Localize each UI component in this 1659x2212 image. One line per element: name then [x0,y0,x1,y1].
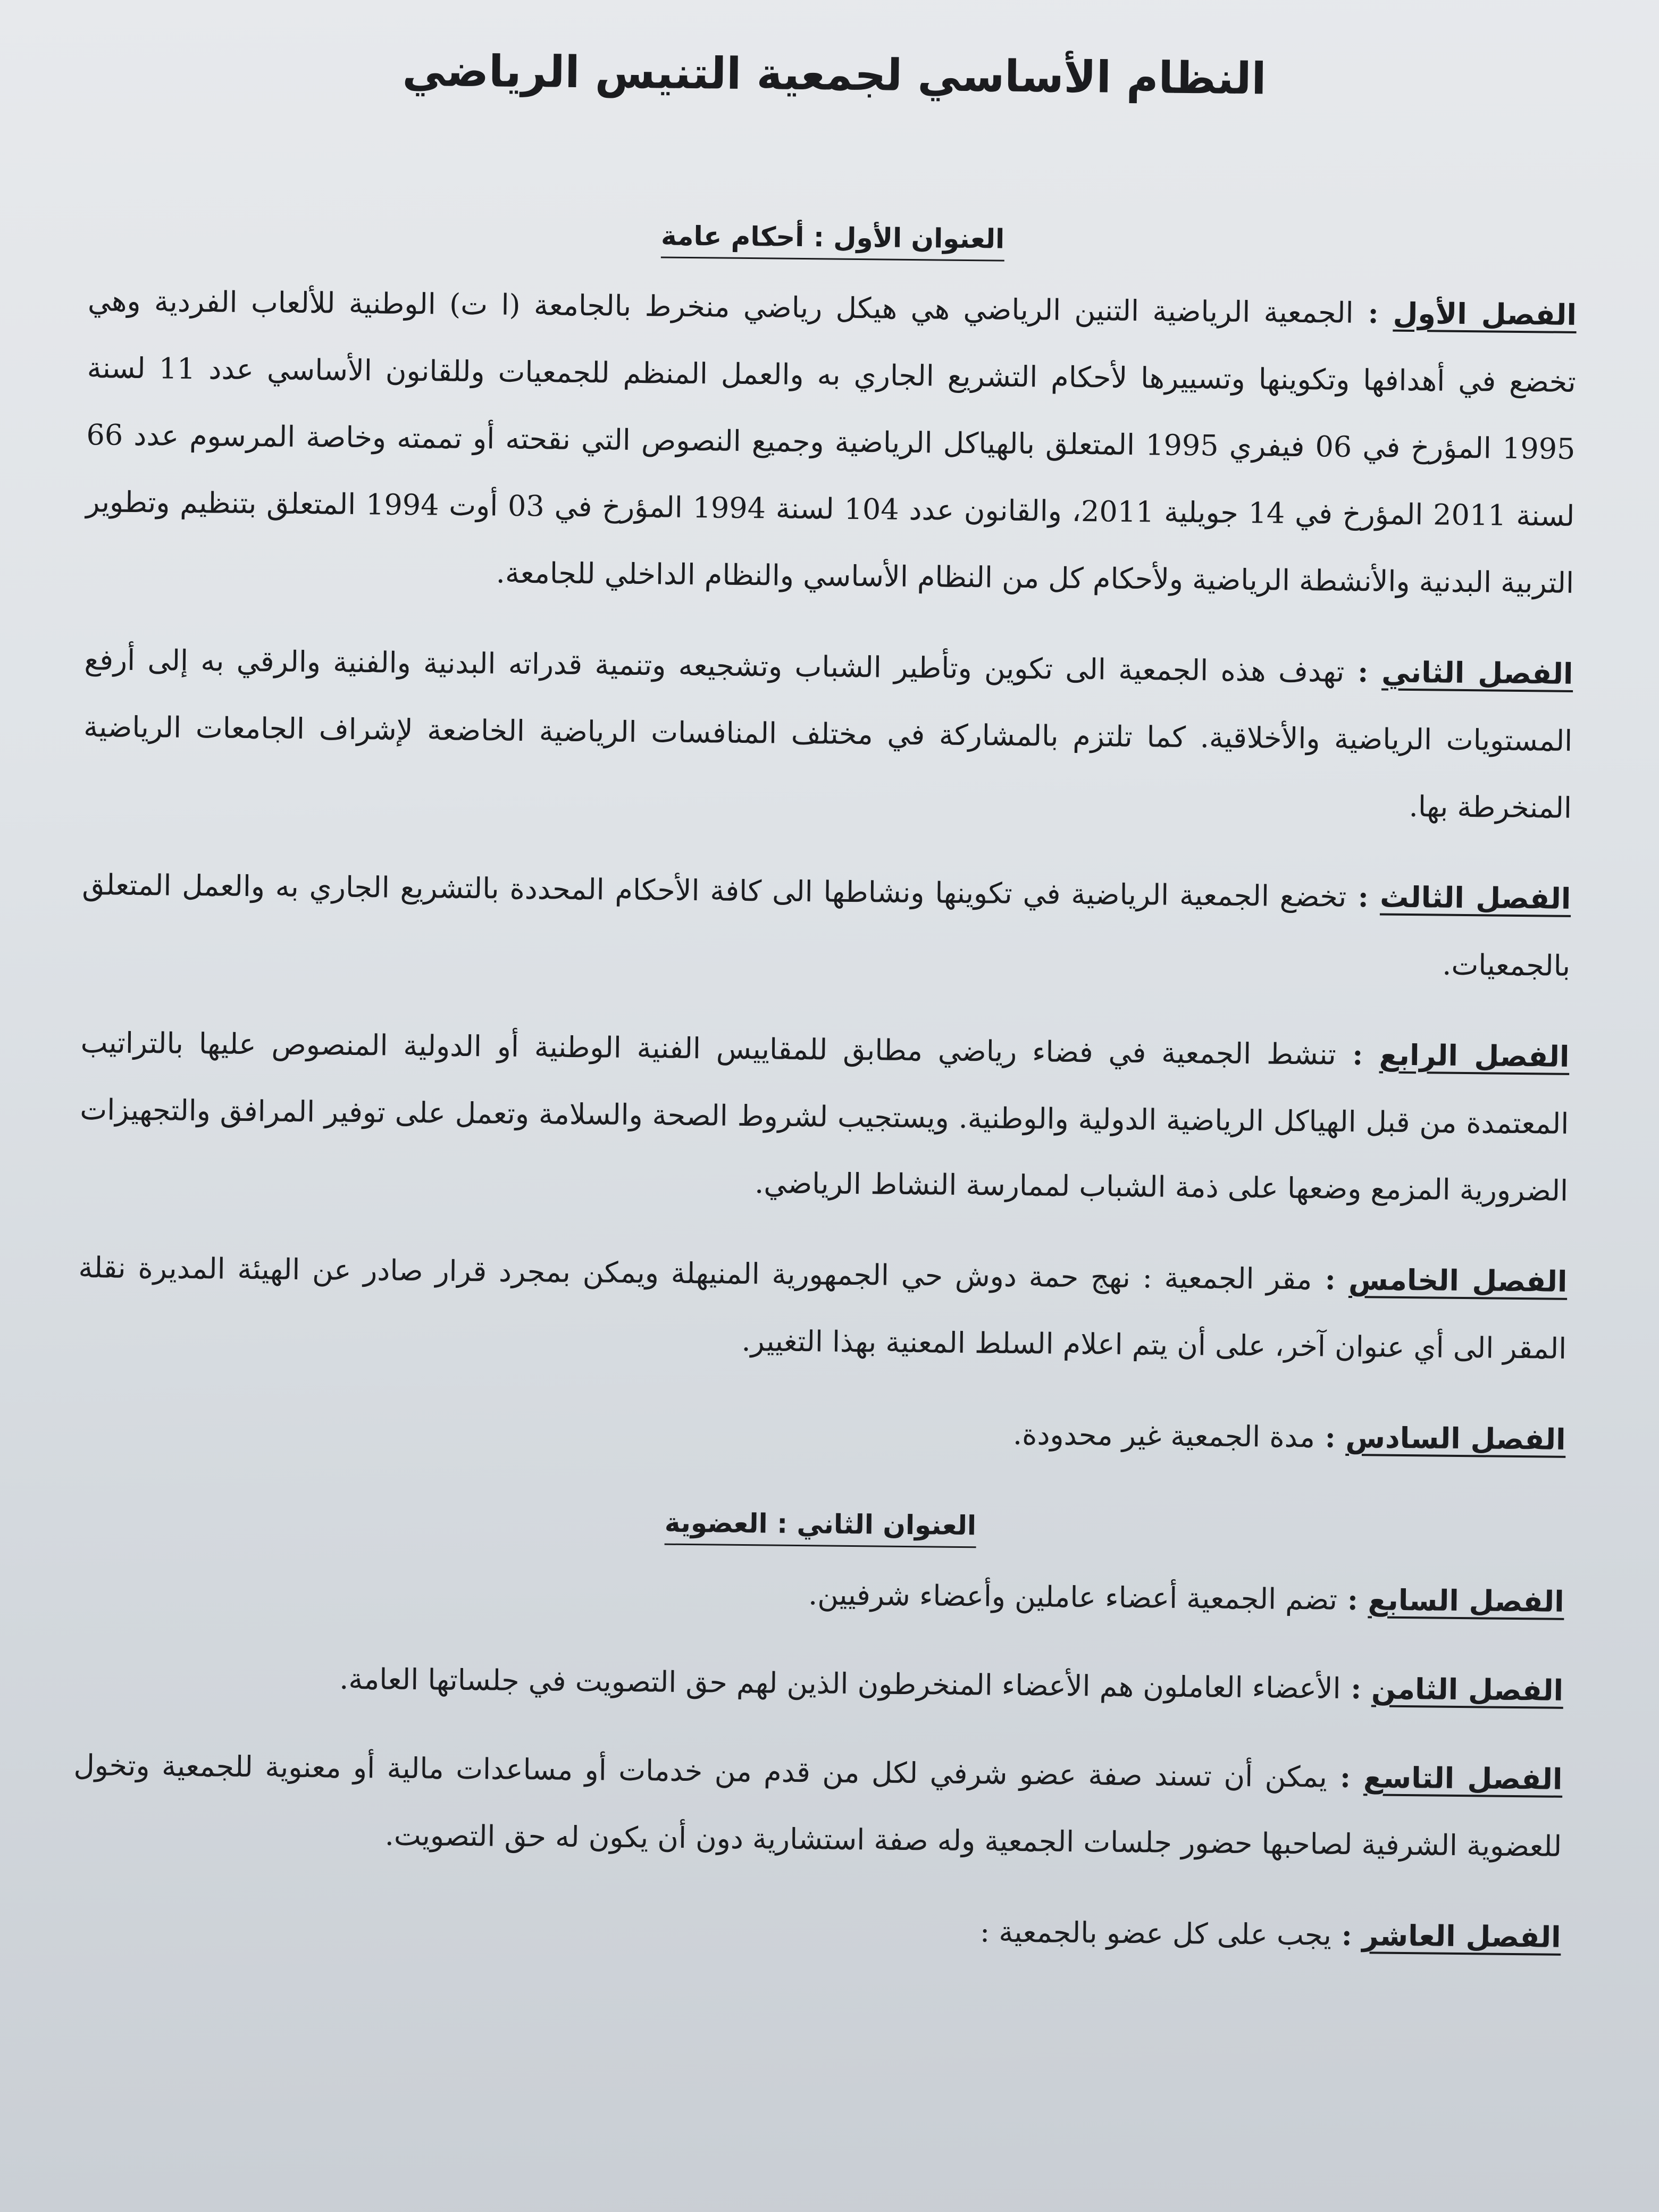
article-label: الفصل التاسع [1363,1760,1563,1796]
article-label: الفصل العاشر [1362,1918,1561,1954]
section-heading-text: العنوان الأول : أحكام عامة [661,220,1005,261]
article-3: الفصل الثالث : تخضع الجمعية الرياضية في تكوينها ونشاطها الى كافة الأحكام المحددة بالتشريع الجاري به والعمل المتعلق بالجمعيات. [82,867,1571,983]
article-10: الفصل العاشر : يجب على كل عضو بالجمعية : [979,1915,1561,1954]
article-label: الفصل الخامس [1348,1262,1568,1298]
section-heading-general-provisions [88,215,1577,260]
article-text: يمكن أن تسند صفة عضو شرفي لكل من قدم من خدمات أو مساعدات مالية أو معنوية للجمعية وتخول للعضوية الشرفية لصاحبها حضور جلسات الجمعية وله صفة استشارية دون أن يكون له حق التصويت. [73,1748,1562,1863]
article-label: الفصل الثامن [1371,1672,1564,1707]
article-text: تنشط الجمعية في فضاء رياضي مطابق للمقاييس الفنية الوطنية أو الدولية المنصوص عليها بالتراتيب المعتمدة من قبل الهياكل الرياضية الدولية والوطنية. ويستجيب لشروط الصحة والسلامة وتعمل على توفير المرافق والتجهيزات الضرورية المزمع وضعها على ذمة الشباب لممارسة النشاط الرياضي. [80,1025,1569,1208]
article-text: مدة الجمعية غير محدودة. [1012,1417,1316,1454]
article-label: الفصل الثالث [1379,880,1571,916]
document-body [72,18,1579,1992]
article-6: الفصل السادس : مدة الجمعية غير محدودة. [1012,1417,1566,1456]
article-text: يجب على كل عضو بالجمعية : [979,1915,1332,1952]
article-2: الفصل الثاني : تهدف هذه الجمعية الى تكوين وتأطير الشباب وتشجيعه وتنمية قدراته البدنية والفنية والرقي به إلى أرفع المستويات الرياضية والأخلاقية. كما تلتزم بالمشاركة في مختلف المنافسات الرياضية الخاضعة لإشراف الجامعات الرياضية المنخرطة بها. [83,642,1573,825]
article-label: الفصل الرابع [1379,1038,1570,1074]
article-label: الفصل الثاني [1381,655,1573,691]
article-1: الفصل الأول : الجمعية الرياضية التنين الرياضي هي هيكل رياضي منخرط بالجامعة (ا ت) الوطنية للألعاب الفردية وهي تخضع في أهدافها وتكوينها وتسييرها لأحكام التشريع الجاري به والعمل المنظم للجمعيات وللقانون الأساسي عدد 11 لسنة 1995 المؤرخ في 06 فيفري 1995 المتعلق بالهياكل الرياضية وجميع النصوص التي نقحته أو تممته وخاصة المرسوم عدد 66 لسنة 2011 المؤرخ في 14 جويلية 2011، والقانون عدد 104 لسنة 1994 المؤرخ في 03 أوت 1994 المتعلق بتنظيم وتطوير التربية البدنية والأنشطة الرياضية ولأحكام كل من النظام الأساسي والنظام الداخلي للجامعة. [86,283,1577,600]
article-7: الفصل السابع : تضم الجمعية أعضاء عاملين وأعضاء شرفيين. [808,1577,1564,1619]
article-text: الأعضاء العاملون هم الأعضاء المنخرطون الذين لهم حق التصويت في جلساتها العامة. [339,1662,1341,1705]
article-4: الفصل الرابع : تنشط الجمعية في فضاء رياضي مطابق للمقاييس الفنية الوطنية أو الدولية المنصوص عليها بالتراتيب المعتمدة من قبل الهياكل الرياضية الدولية والوطنية. ويستجيب لشروط الصحة والسلامة وتعمل على توفير المرافق والتجهيزات الضرورية المزمع وضعها على ذمة الشباب لممارسة النشاط الرياضي. [80,1025,1570,1208]
article-8: الفصل الثامن : الأعضاء العاملون هم الأعضاء المنخرطون الذين لهم حق التصويت في جلساتها العامة. [339,1662,1564,1707]
article-text: مقر الجمعية : نهج حمة دوش حي الجمهورية المنيهلة ويمكن بمجرد قرار صادر عن الهيئة المديرة نقلة المقر الى أي عنوان آخر، على أن يتم اعلام السلط المعنية بهذا التغيير. [78,1250,1567,1365]
section-heading-text: العنوان الثاني : العضوية [664,1507,976,1548]
document-title: النظام الأساسي لجمعية التنيس الرياضي [402,45,1267,105]
article-text: الجمعية الرياضية التنين الرياضي هي هيكل رياضي منخرط بالجامعة (ا ت) الوطنية للألعاب الفردية وهي تخضع في أهدافها وتكوينها وتسييرها لأحكام التشريع الجاري به والعمل المنظم للجمعيات وللقانون الأساسي عدد 11 لسنة 1995 المؤرخ في 06 فيفري 1995 المتعلق بالهياكل الرياضية وجميع النصوص التي نقحته أو تممته وخاصة المرسوم عدد 66 لسنة 2011 المؤرخ في 14 جويلية 2011، والقانون عدد 104 لسنة 1994 المؤرخ في 03 أوت 1994 المتعلق بتنظيم وتطوير التربية البدنية والأنشطة الرياضية ولأحكام كل من النظام الأساسي والنظام الداخلي للجامعة. [86,283,1576,600]
article-label: الفصل السادس [1345,1420,1566,1456]
article-5: الفصل الخامس : مقر الجمعية : نهج حمة دوش حي الجمهورية المنيهلة ويمكن بمجرد قرار صادر عن الهيئة المديرة نقلة المقر الى أي عنوان آخر، على أن يتم اعلام السلط المعنية بهذا التغيير. [78,1250,1568,1365]
article-label: الفصل الأول [1393,296,1577,332]
article-9: الفصل التاسع : يمكن أن تسند صفة عضو شرفي لكل من قدم من خدمات أو مساعدات مالية أو معنوية للجمعية وتخول للعضوية الشرفية لصاحبها حضور جلسات الجمعية وله صفة استشارية دون أن يكون له حق التصويت. [73,1748,1563,1863]
article-text: تهدف هذه الجمعية الى تكوين وتأطير الشباب وتشجيعه وتنمية قدراته البدنية والفنية والرقي به إلى أرفع المستويات الرياضية والأخلاقية. كما تلتزم بالمشاركة في مختلف المنافسات الرياضية الخاضعة لإشراف الجامعات الرياضية المنخرطة بها. [83,642,1573,825]
article-text: تخضع الجمعية الرياضية في تكوينها ونشاطها الى كافة الأحكام المحددة بالتشريع الجاري به والعمل المتعلق بالجمعيات. [82,867,1571,983]
article-label: الفصل السابع [1368,1583,1564,1619]
article-text: تضم الجمعية أعضاء عاملين وأعضاء شرفيين. [808,1577,1338,1616]
